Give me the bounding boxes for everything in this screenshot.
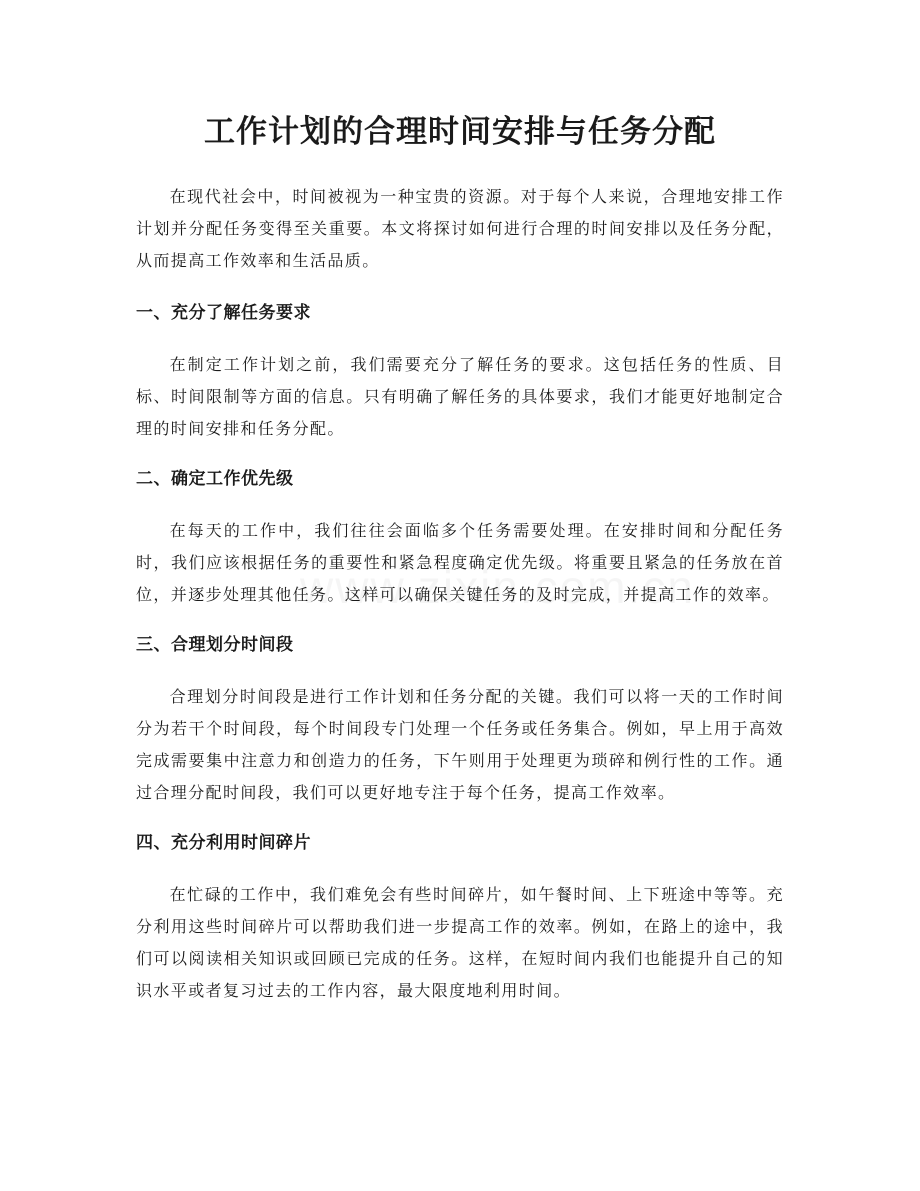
section-heading: 一、充分了解任务要求 — [136, 303, 311, 323]
intro-paragraph: 在现代社会中，时间被视为一种宝贵的资源。对于每个人来说，合理地安排工作计划并分配任务变得至关重要。本文将探讨如何进行合理的时间安排以及任务分配，从而提高工作效率和生活品质。 — [136, 187, 784, 270]
document-body — [136, 181, 784, 1007]
document-title: 工作计划的合理时间安排与任务分配 — [204, 114, 716, 150]
section-2 — [136, 465, 784, 611]
section-4 — [136, 829, 784, 1007]
section-heading: 四、充分利用时间碎片 — [136, 833, 311, 853]
section-paragraph: 在每天的工作中，我们往往会面临多个任务需要处理。在安排时间和分配任务时，我们应该根据任务的重要性和紧急程度确定优先级。将重要且紧急的任务放在首位，并逐步处理其他任务。这样可以确保关键任务的及时完成，并提高工作的效率。 — [136, 521, 784, 604]
section-3 — [136, 631, 784, 809]
section-paragraph: 在忙碌的工作中，我们难免会有些时间碎片，如午餐时间、上下班途中等等。充分利用这些时间碎片可以帮助我们进一步提高工作的效率。例如，在路上的途中，我们可以阅读相关知识或回顾已完成的任务。这样，在短时间内我们也能提升自己的知识水平或者复习过去的工作内容，最大限度地利用时间。 — [136, 885, 784, 1000]
section-paragraph: 在制定工作计划之前，我们需要充分了解任务的要求。这包括任务的性质、目标、时间限制等方面的信息。只有明确了解任务的具体要求，我们才能更好地制定合理的时间安排和任务分配。 — [136, 355, 784, 438]
section-1 — [136, 299, 784, 445]
section-paragraph: 合理划分时间段是进行工作计划和任务分配的关键。我们可以将一天的工作时间分为若干个时间段，每个时间段专门处理一个任务或任务集合。例如，早上用于高效完成需要集中注意力和创造力的任务，下午则用于处理更为琐碎和例行性的工作。通过合理分配时间段，我们可以更好地专注于每个任务，提高工作效率。 — [136, 687, 784, 802]
section-heading: 三、合理划分时间段 — [136, 635, 294, 655]
section-heading: 二、确定工作优先级 — [136, 469, 294, 489]
